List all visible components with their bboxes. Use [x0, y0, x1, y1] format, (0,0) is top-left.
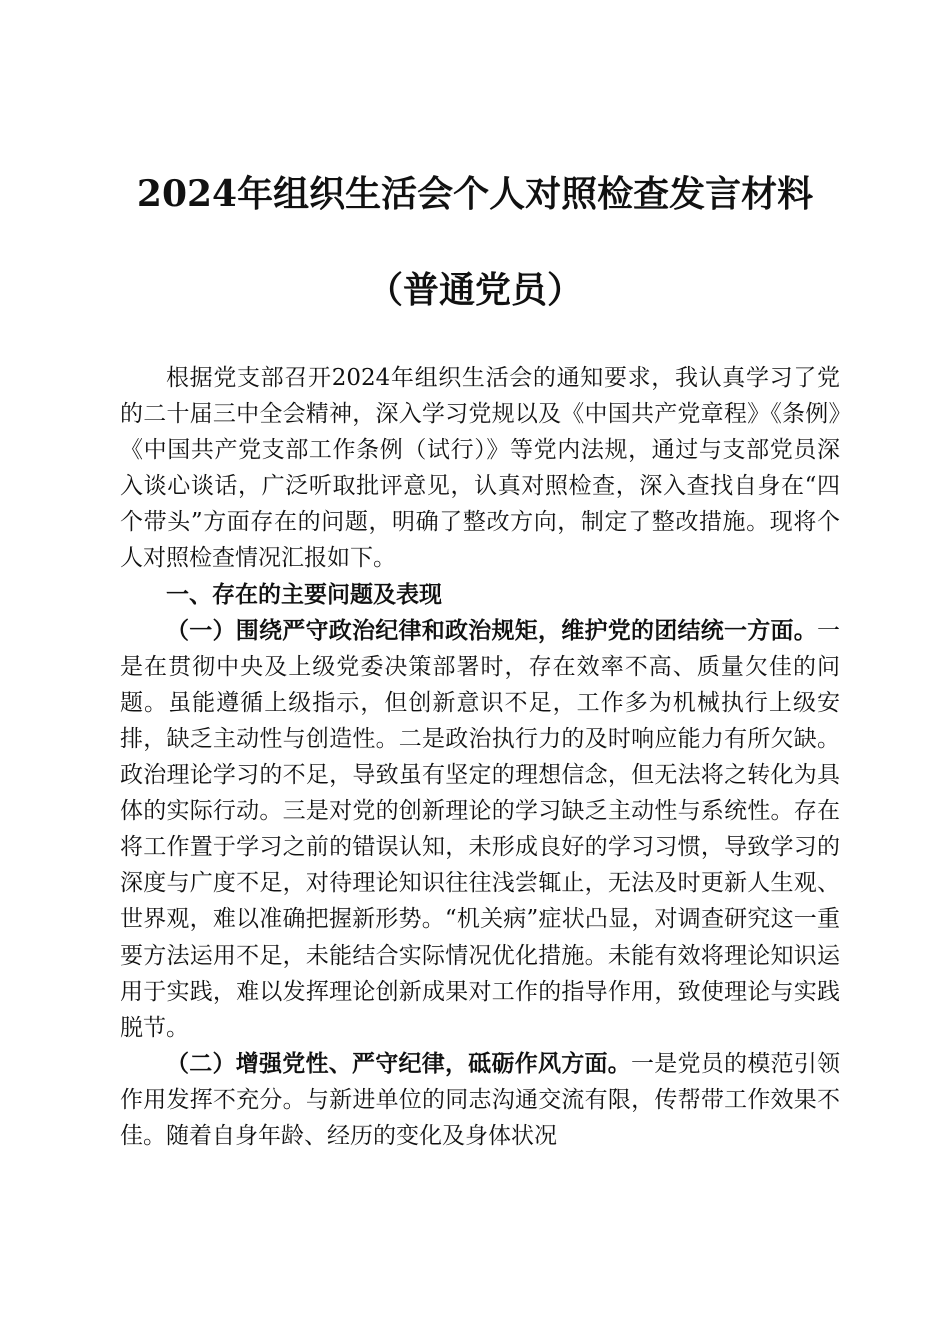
subsection-text-2: 一是党员的模范引领作用发挥不充分。与新进单位的同志沟通交流有限，传帮带工作效果不佳。随着自身年龄、经历的变化及身体状况: [120, 1050, 840, 1149]
intro-paragraph: 根据党支部召开2024年组织生活会的通知要求，我认真学习了党的二十届三中全会精神，深入学习党规以及《中国共产党章程》《条例》《中国共产党支部工作条例（试行）》等党内法规，通过与支部党员深入谈心谈话，广泛听取批评意见，认真对照检查，深入查找自身在“四个带头”方面存在的问题，明确了整改方向，制定了整改措施。现将个人对照检查情况汇报如下。: [120, 365, 840, 572]
section-heading-problems: 一、存在的主要问题及表现: [166, 580, 442, 608]
subsection-lead-1: （一）围绕严守政治纪律和政治规矩，维护党的团结统一方面。: [166, 616, 817, 644]
document-title: 2024年组织生活会个人对照检查发言材料: [136, 173, 814, 215]
document-subtitle: （普通党员）: [366, 269, 583, 311]
subsection-paragraph-2: [120, 1046, 840, 1154]
subsection-text-1: 一是在贯彻中央及上级党委决策部署时，存在效率不高、质量欠佳的问题。虽能遵循上级指示，但创新意识不足，工作多为机械执行上级安排，缺乏主动性与创造性。二是政治执行力的及时响应能力有所欠缺。政治理论学习的不足，导致虽有坚定的理想信念，但无法将之转化为具体的实际行动。三是对党的创新理论的学习缺乏主动性与系统性。存在将工作置于学习之前的错误认知，未形成良好的学习习惯，导致学习的深度与广度不足，对待理论知识往往浅尝辄止，无法及时更新人生观、世界观，难以准确把握新形势。“机关病”症状凸显，对调查研究这一重要方法运用不足，未能结合实际情况优化措施。未能有效将理论知识运用于实践，难以发挥理论创新成果对工作的指导作用，致使理论与实践脱节。: [120, 617, 840, 1041]
subsection-lead-2: （二）增强党性、严守纪律，砥砺作风方面。: [166, 1049, 631, 1077]
subsection-paragraph-1: [120, 613, 840, 1046]
document-body: [120, 360, 840, 1154]
